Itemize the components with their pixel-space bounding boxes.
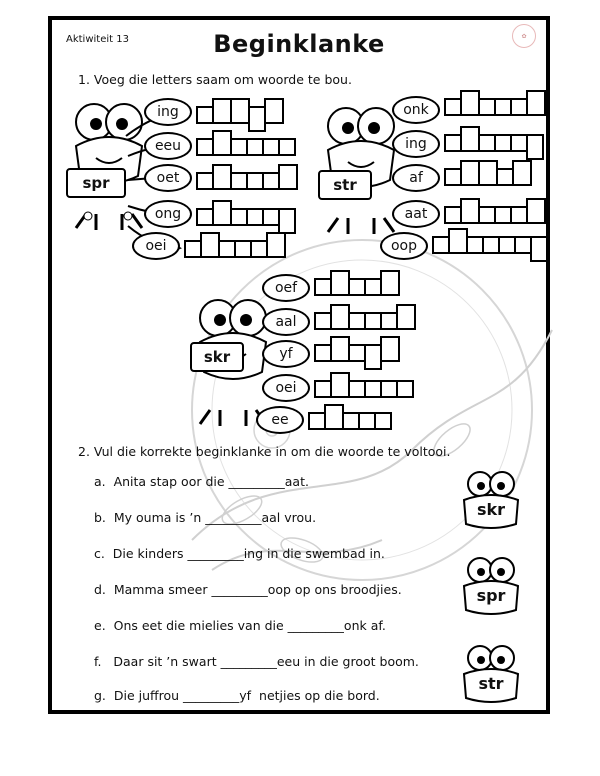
letter-boxes[interactable] bbox=[434, 228, 548, 254]
letter-boxes[interactable] bbox=[316, 372, 414, 398]
worksheet-page bbox=[48, 16, 550, 714]
frog-badge-skr bbox=[460, 470, 522, 532]
sentence-c: c. Die kinders _________ing in die swembad in. bbox=[94, 546, 385, 561]
ending-bubble: ong bbox=[144, 200, 192, 228]
sentence-e: e. Ons eet die mielies van die _________onk af. bbox=[94, 618, 386, 633]
ending-bubble: oop bbox=[380, 232, 428, 260]
ending-bubble: eeu bbox=[144, 132, 192, 160]
letter-boxes[interactable] bbox=[198, 200, 296, 226]
ending-bubble: onk bbox=[392, 96, 440, 124]
ending-bubble: aat bbox=[392, 200, 440, 228]
blend-card-spr: spr bbox=[66, 168, 126, 198]
sentence-g: g. Die juffrou _________yf netjies op die bord. bbox=[94, 688, 380, 703]
letter-boxes[interactable] bbox=[446, 126, 544, 152]
ending-bubble: af bbox=[392, 164, 440, 192]
badge-label: str bbox=[478, 674, 504, 693]
sentence-f: f. Daar sit ’n swart _________eeu in die groot boom. bbox=[94, 654, 419, 669]
ending-bubble: ee bbox=[256, 406, 304, 434]
activity-number: Aktiwiteit 13 bbox=[66, 34, 129, 45]
badge-label: skr bbox=[476, 500, 506, 519]
blend-card-str: str bbox=[318, 170, 372, 200]
letter-boxes[interactable] bbox=[316, 336, 400, 362]
letter-boxes[interactable] bbox=[198, 98, 284, 124]
brand-logo: ✿ bbox=[512, 24, 536, 48]
letter-boxes[interactable] bbox=[186, 232, 286, 258]
sentence-d: d. Mamma smeer _________oop op ons broodjies. bbox=[94, 582, 402, 597]
letter-boxes[interactable] bbox=[446, 198, 546, 224]
letter-boxes[interactable] bbox=[310, 404, 392, 430]
instruction-1: 1. Voeg die letters saam om woorde te bou. bbox=[78, 72, 352, 87]
blend-card-skr: skr bbox=[190, 342, 244, 372]
sentence-a: a. Anita stap oor die _________aat. bbox=[94, 474, 309, 489]
letter-boxes[interactable] bbox=[446, 160, 532, 186]
ending-bubble: ing bbox=[144, 98, 192, 126]
badge-label: spr bbox=[476, 586, 506, 605]
ending-bubble: aal bbox=[262, 308, 310, 336]
letter-boxes[interactable] bbox=[198, 130, 296, 156]
sentence-b: b. My ouma is ’n _________aal vrou. bbox=[94, 510, 317, 525]
ending-bubble: oei bbox=[262, 374, 310, 402]
page-title: Beginklanke bbox=[213, 30, 385, 58]
ending-bubble: yf bbox=[262, 340, 310, 368]
ending-bubble: oef bbox=[262, 274, 310, 302]
letter-boxes[interactable] bbox=[316, 270, 400, 296]
frog-badge-str bbox=[460, 644, 522, 706]
letter-boxes[interactable] bbox=[446, 90, 546, 116]
instruction-2: 2. Vul die korrekte beginklanke in om die woorde te voltooi. bbox=[78, 444, 451, 459]
letter-boxes[interactable] bbox=[316, 304, 416, 330]
frog-badge-spr bbox=[460, 556, 522, 618]
letter-boxes[interactable] bbox=[198, 164, 298, 190]
ending-bubble: oei bbox=[132, 232, 180, 260]
ending-bubble: oet bbox=[144, 164, 192, 192]
ending-bubble: ing bbox=[392, 130, 440, 158]
